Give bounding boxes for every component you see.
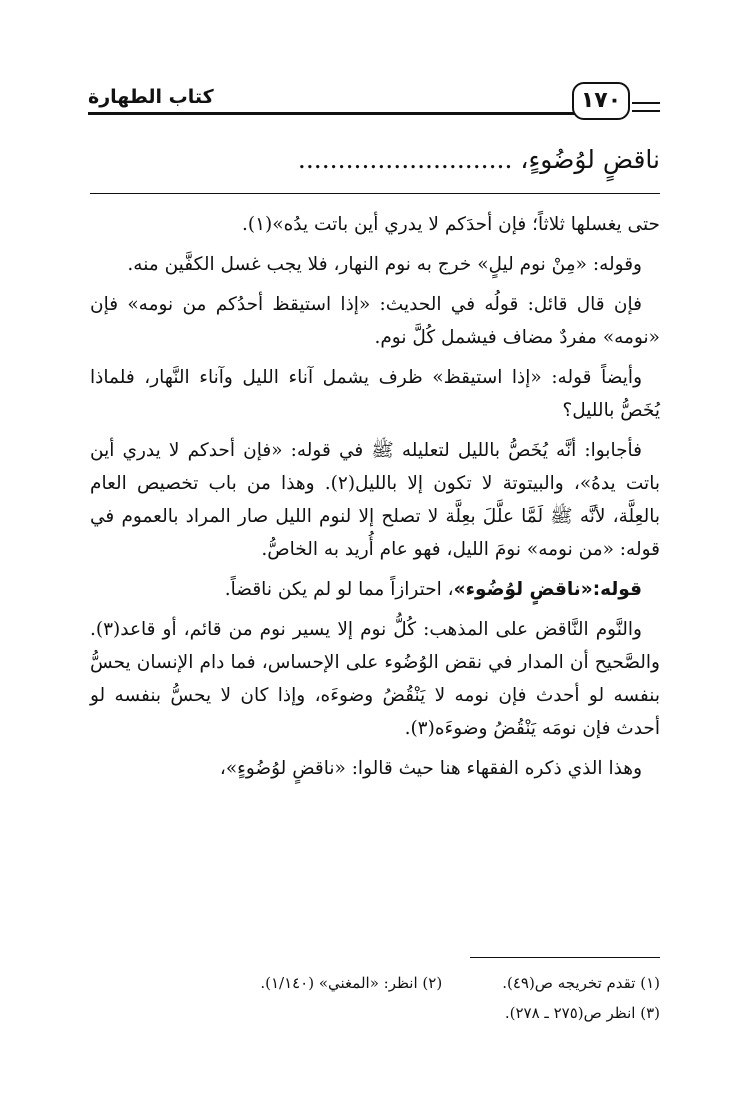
footnote: (١) تقدم تخريجه ص(٤٩). [502, 974, 660, 992]
book-title: كتاب الطهارة [88, 86, 214, 108]
footnote: (٢) انظر: «المغني» (١/١٤٠). [260, 974, 443, 992]
page-number: ١٧٠ [572, 82, 630, 120]
paragraph: وقوله: «مِنْ نوم ليلٍ» خرج به نوم النهار، فلا يجب غسل الكفَّين منه. [127, 254, 642, 275]
qawluhu-rest: ، احترازاً مما لو لم يكن ناقضاً. [224, 579, 454, 600]
page-header [88, 82, 660, 122]
matn-text: ناقضٍ لوُضُوءٍ، ........................... [297, 145, 660, 174]
qawluhu-label: قوله: [592, 579, 642, 600]
footnote: (٣) انظر ص(٢٧٥ ـ ٢٧٨). [504, 1004, 660, 1022]
paragraph: فأجابوا: أنَّه يُخَصُّ بالليل لتعليله ﷺ في قوله: «فإن أحدكم لا يدري أين باتت يدهُ»، والبيتوتة لا تكون إلا بالليل(٢). وهذا من باب تخصيص العام بالعِلَّة، لأنَّه ﷺ لَمَّا علَّلَ بعِلَّة لا تصلح إلا لنوم الليل صار المراد بالعموم في قوله: «من نومه» نومَ الليل، فهو عام أُريد به الخاصُّ. [90, 440, 660, 560]
footnote-rule [470, 957, 660, 958]
paragraph: وهذا الذي ذكره الفقهاء هنا حيث قالوا: «ناقضٍ لوُضُوءٍ»، [219, 758, 642, 779]
header-double-rule [632, 102, 660, 112]
paragraph: وأيضاً قوله: «إذا استيقظ» ظرف يشمل آناء الليل وآناء النَّهار، فلماذا يُخَصُّ بالليل؟ [90, 367, 660, 421]
commentary-body [90, 208, 660, 792]
qawluhu-quote: «ناقضٍ لوُضُوء» [453, 579, 593, 600]
matn-rule [90, 193, 660, 194]
paragraph: حتى يغسلها ثلاثاً؛ فإن أحدَكم لا يدري أين باتت يدُه»(١). [242, 214, 660, 235]
paragraph: فإن قال قائل: قولُه في الحديث: «إذا استيقظ أحدُكم من نومه» فإن «نومه» مفردٌ مضاف فيشمل كُلَّ نوم. [90, 294, 660, 348]
paragraph: والنَّوم النَّاقض على المذهب: كُلُّ نوم إلا يسير نوم من قائم، أو قاعد(٣). والصَّحيح أن المدار في نقض الوُضُوء على الإحساس، فما دام الإنسان يحسُّ بنفسه لو أحدث فإن نومه لا يَنْقُضُ وضوءَه، وإذا كان لا يحسُّ بنفسه لو أحدث فإن نومَه يَنْقُضُ وضوءَه(٣). [90, 619, 660, 739]
qawluhu-paragraph [90, 573, 660, 606]
footnotes [90, 968, 660, 1028]
header-rule [88, 112, 580, 115]
